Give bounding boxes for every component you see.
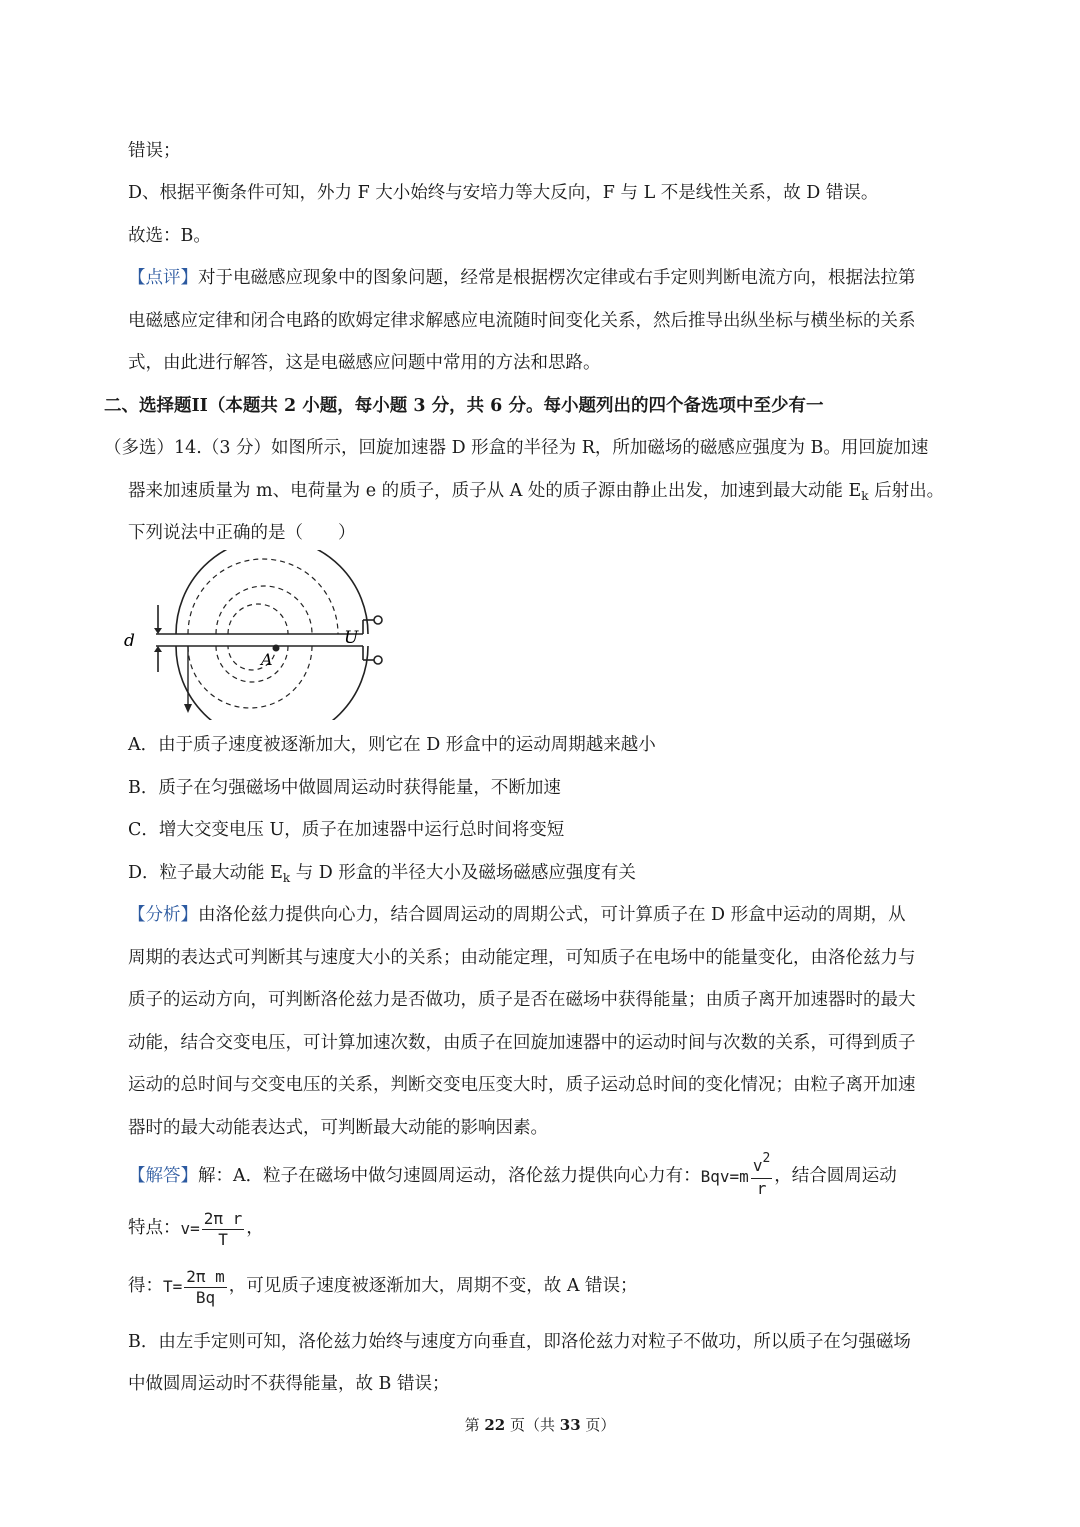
option-d-text: D．粒子最大动能 E bbox=[128, 863, 283, 883]
option-d-text: 与 D 形盒的半径大小及磁场磁感应强度有关 bbox=[290, 863, 636, 883]
option-d bbox=[128, 861, 636, 886]
label-d: d bbox=[124, 631, 135, 651]
page-total: 33 bbox=[559, 1416, 581, 1434]
answer-line: B．由左手定则可知，洛伦兹力始终与速度方向垂直，即洛伦兹力对粒子不做功，所以质子在匀强磁场 bbox=[128, 1332, 911, 1352]
subscript: k bbox=[282, 871, 291, 885]
answer-text: 解：A．粒子在磁场中做匀速圆周运动，洛伦兹力提供向心力有： bbox=[198, 1166, 701, 1186]
label-a: A bbox=[261, 650, 273, 669]
analysis-line: 质子的运动方向，可判断洛伦兹力是否做功，质子是否在磁场中获得能量；由质子离开加速器时的最大 bbox=[128, 990, 916, 1010]
answer-line: 得：T= $\frac{\text{2π m}}{Bq}$ ，可见质子速度被逐渐加大，周期不变，故 A 错误； bbox=[128, 1266, 638, 1307]
equation-period: T= $\frac{\text{2π m}}{Bq}$ bbox=[163, 1266, 225, 1307]
label-u: U bbox=[344, 628, 359, 648]
equation-lorentz: Bqv=m $\frac{v^2}{r}$ bbox=[700, 1150, 771, 1198]
d-shape-upper bbox=[176, 550, 368, 634]
analysis-line bbox=[128, 903, 906, 927]
review-tag: 【点评】 bbox=[128, 268, 198, 288]
answer-line: 特点：v= $\frac{\text{2π r}}{T}$ ， bbox=[128, 1208, 264, 1249]
answer-tag: 【解答】 bbox=[128, 1166, 198, 1186]
point-a bbox=[273, 645, 280, 652]
answer-line bbox=[128, 1150, 897, 1199]
analysis-tag: 【分析】 bbox=[128, 905, 198, 925]
analysis-line: 器时的最大动能表达式，可判断最大动能的影响因素。 bbox=[128, 1118, 548, 1138]
equation-velocity: v= $\frac{\text{2π r}}{T}$ bbox=[180, 1208, 243, 1249]
question-text: 器来加速质量为 m、电荷量为 e 的质子，质子从 A 处的质子源由静止出发，加速到最大动能 E bbox=[128, 481, 862, 501]
option-b: B．质子在匀强磁场中做圆周运动时获得能量，不断加速 bbox=[128, 778, 561, 798]
analysis-line: 周期的表达式可判断其与速度大小的关系；由动能定理，可知质子在电场中的能量变化，由洛伦兹力与 bbox=[128, 948, 916, 968]
section-heading: 二、选择题II（本题共 2 小题，每小题 3 分，共 6 分。每小题列出的四个备选项中至少有一 bbox=[104, 396, 824, 416]
cyclotron-diagram bbox=[118, 550, 388, 720]
text-line: 故选：B。 bbox=[128, 226, 211, 246]
review-text: 对于电磁感应现象中的图象问题，经常是根据楞次定律或右手定则判断电流方向，根据法拉第 bbox=[198, 268, 916, 288]
question-text: 后射出。 bbox=[868, 481, 945, 501]
analysis-text: 由洛伦兹力提供向心力，结合圆周运动的周期公式，可计算质子在 D 形盒中运动的周期，从 bbox=[198, 905, 906, 925]
terminal-top bbox=[374, 616, 382, 624]
page-number: 22 bbox=[484, 1416, 506, 1434]
subscript: k bbox=[861, 489, 869, 503]
review-line: 电磁感应定律和闭合电路的欧姆定律求解感应电流随时间变化关系，然后推导出纵坐标与横坐标的关系 bbox=[128, 311, 916, 331]
option-c: C．增大交变电压 U，质子在加速器中运行总时间将变短 bbox=[128, 820, 565, 840]
review-line bbox=[128, 266, 916, 290]
review-line: 式，由此进行解答，这是电磁感应问题中常用的方法和思路。 bbox=[128, 353, 601, 373]
option-a: A．由于质子速度被逐渐加大，则它在 D 形盒中的运动周期越来越小 bbox=[128, 735, 656, 755]
question-line bbox=[128, 479, 944, 504]
exit-arrow-icon bbox=[184, 704, 192, 713]
text-line: 错误； bbox=[128, 141, 181, 161]
answer-line: 中做圆周运动时不获得能量，故 B 错误； bbox=[128, 1374, 450, 1394]
text-line: D、根据平衡条件可知，外力 F 大小始终与安培力等大反向，F 与 L 不是线性关系，故 D 错误。 bbox=[128, 183, 879, 203]
question-line: 下列说法中正确的是（ ） bbox=[128, 523, 356, 543]
analysis-line: 运动的总时间与交变电压的关系，判断交变电压变大时，质子运动总时间的变化情况；由粒子离开加速 bbox=[128, 1075, 916, 1095]
terminal-bottom bbox=[374, 656, 382, 664]
analysis-line: 动能，结合交变电压，可计算加速次数，由质子在回旋加速器中的运动时间与次数的关系，可得到质子 bbox=[128, 1033, 916, 1053]
answer-text: ，结合圆周运动 bbox=[774, 1166, 897, 1186]
arrow-up-icon bbox=[154, 646, 162, 652]
arrow-down-icon bbox=[154, 628, 162, 634]
question-line: （多选）14.（3 分）如图所示，回旋加速器 D 形盒的半径为 R，所加磁场的磁感应强度为 B。用回旋加速 bbox=[104, 438, 929, 458]
page-footer: 第 22 页（共 33 页） bbox=[464, 1416, 616, 1434]
